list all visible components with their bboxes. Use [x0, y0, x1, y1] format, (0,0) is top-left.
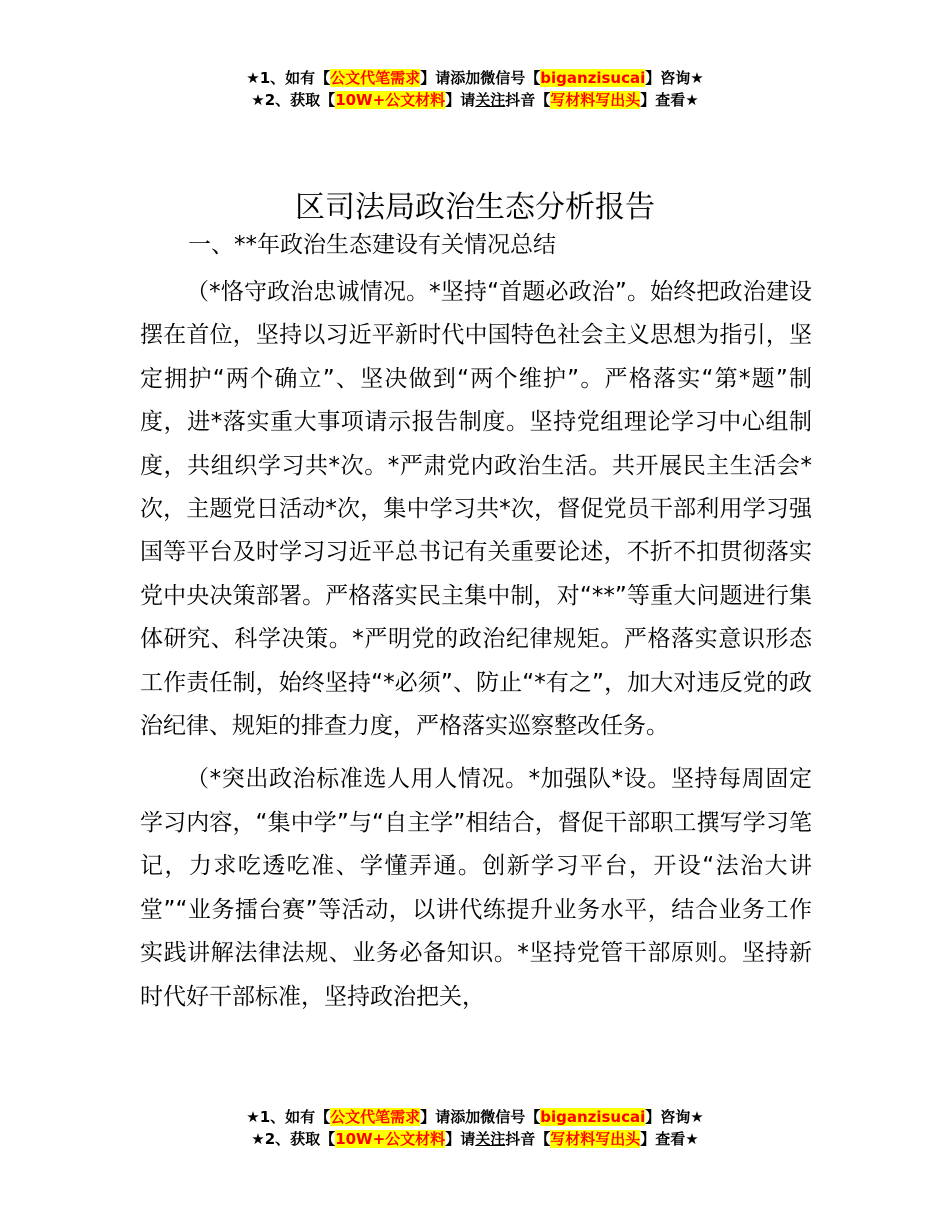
wechat-id-highlight: biganzisucai	[540, 1108, 646, 1126]
document-body	[140, 225, 812, 1019]
douyin-account-highlight: 写材料写出头	[550, 91, 641, 109]
promo-text: ★1、如有【	[246, 1108, 331, 1126]
promo-line-2	[0, 89, 950, 111]
promo-highlight: 公文代笔需求	[330, 69, 421, 87]
promo-text: 】请添加微信号【	[420, 69, 541, 87]
promo-text: ★2、获取【	[251, 91, 336, 109]
promo-text: 】请添加微信号【	[420, 1108, 541, 1126]
douyin-account-highlight: 写材料写出头	[550, 1130, 641, 1148]
promo-highlight: 公文代笔需求	[330, 1108, 421, 1126]
promo-text: 】查看★	[640, 91, 699, 109]
promo-text: 】咨询★	[645, 69, 704, 87]
promo-highlight: 10W+公文材料	[335, 91, 446, 109]
promo-text: 】请	[445, 1130, 476, 1148]
promo-text: 】咨询★	[645, 1108, 704, 1126]
promo-text: 抖音【	[505, 91, 551, 109]
promo-text: ★2、获取【	[251, 1130, 336, 1148]
promo-text: 】查看★	[640, 1130, 699, 1148]
section-heading: 一、**年政治生态建设有关情况总结	[188, 232, 556, 258]
promo-text: 抖音【	[505, 1130, 551, 1148]
wechat-id-highlight: biganzisucai	[540, 69, 646, 87]
promo-banner-top	[0, 67, 950, 111]
body-paragraph-1: （*恪守政治忠诚情况。*坚持“首题必政治”。始终把政治建设摆在首位，坚持以习近平新时代中国特色社会主义思想为指引，坚定拥护“两个确立”、坚决做到“两个维护”。严格落实“第*题”制度，进*落实重大事项请示报告制度。坚持党组理论学习中心组制度，共组织学习共*次。*严肃党内政治生活。共开展民主生活会*次，主题党日活动*次，集中学习共*次，督促党员干部利用学习强国等平台及时学习习近平总书记有关重要论述，不折不扣贯彻落实党中央决策部署。严格落实民主集中制，对“**”等重大问题进行集体研究、科学决策。*严明党的政治纪律规矩。严格落实意识形态工作责任制，始终坚持“*必须”、防止“*有之”，加大对违反党的政治纪律、规矩的排查力度，严格落实巡察整改任务。	[140, 279, 812, 740]
promo-text: 】请	[445, 91, 476, 109]
promo-underlined-text: 关注	[475, 91, 506, 109]
promo-highlight: 10W+公文材料	[335, 1130, 446, 1148]
document-title: 区司法局政治生态分析报告	[295, 190, 655, 226]
promo-line-2	[0, 1128, 950, 1150]
promo-line-1	[0, 67, 950, 89]
body-paragraph-2: （*突出政治标准选人用人情况。*加强队*设。坚持每周固定学习内容，“集中学”与“自主学”相结合，督促干部职工撰写学习笔记，力求吃透吃准、学懂弄通。创新学习平台，开设“法治大讲堂”“业务擂台赛”等活动，以讲代练提升业务水平，结合业务工作实践讲解法律法规、业务必备知识。*坚持党管干部原则。坚持新时代好干部标准，坚持政治把关，	[140, 766, 812, 1010]
promo-underlined-text: 关注	[475, 1130, 506, 1148]
promo-banner-bottom	[0, 1106, 950, 1150]
promo-text: ★1、如有【	[246, 69, 331, 87]
promo-line-1	[0, 1106, 950, 1128]
